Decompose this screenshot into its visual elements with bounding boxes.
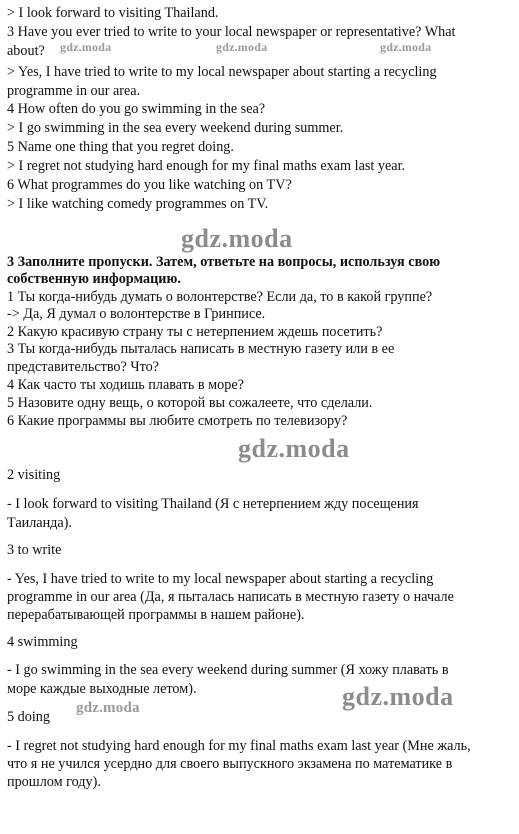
question-line: 5 Name one thing that you regret doing. xyxy=(7,139,234,155)
watermark: gdz.moda xyxy=(60,40,112,54)
question-line: 5 Назовите одну вещь, о которой вы сожалеете, что сделали. xyxy=(7,395,373,411)
question-line: 3 Ты когда-нибудь пыталась написать в местную газету или в ее xyxy=(7,341,395,357)
question-line: 2 Какую красивую страну ты с нетерпением ждешь посетить? xyxy=(7,324,383,340)
answer-text: - I look forward to visiting Thailand (Я с нетерпением жду посещения xyxy=(7,496,419,512)
question-line: about? xyxy=(7,43,45,59)
answer-label: 5 doing xyxy=(7,709,50,725)
answer-text: море каждые выходные летом). xyxy=(7,681,197,697)
task-heading: 3 Заполните пропуски. Затем, ответьте на вопросы, используя свою xyxy=(7,254,441,270)
answer-text: - I go swimming in the sea every weekend during summer (Я хожу плавать в xyxy=(7,662,449,678)
answer-line: > I go swimming in the sea every weekend during summer. xyxy=(7,120,344,136)
answer-text: - I regret not studying hard enough for my final maths exam last year (Мне жаль, xyxy=(7,738,471,754)
answer-text: что я не учился усердно для своего выпускного экзамена по математике в xyxy=(7,756,453,772)
watermark: gdz.moda xyxy=(342,682,454,711)
answer-text: прошлом году). xyxy=(7,774,101,790)
answer-line: > Yes, I have tried to write to my local newspaper about starting a recycling xyxy=(7,64,437,80)
question-line: 4 Как часто ты ходишь плавать в море? xyxy=(7,377,244,393)
answer-text: Таиланда). xyxy=(7,515,72,531)
watermark: gdz.moda xyxy=(380,40,432,54)
question-line: 3 Have you ever tried to write to your local newspaper or representative? What xyxy=(7,24,456,40)
watermark: gdz.moda xyxy=(76,700,140,716)
answer-text: - Yes, I have tried to write to my local newspaper about starting a recycling xyxy=(7,571,434,587)
answer-label: 4 swimming xyxy=(7,634,78,650)
answer-line: -> Да, Я думал о волонтерстве в Гринписе. xyxy=(7,306,266,322)
task-heading: собственную информацию. xyxy=(7,271,181,287)
answer-line: > I like watching comedy programmes on TV. xyxy=(7,196,269,212)
answer-label: 3 to write xyxy=(7,542,62,558)
question-line: 1 Ты когда-нибудь думать о волонтерстве? Если да, то в какой группе? xyxy=(7,289,433,305)
answer-line: > I regret not studying hard enough for my final maths exam last year. xyxy=(7,158,406,174)
question-line: 4 How often do you go swimming in the sea? xyxy=(7,101,266,117)
question-line: 6 Какие программы вы любите смотреть по телевизору? xyxy=(7,413,348,429)
watermark: gdz.moda xyxy=(216,40,268,54)
watermark: gdz.moda xyxy=(181,224,293,253)
answer-line: > I look forward to visiting Thailand. xyxy=(7,5,219,21)
question-line: представительство? Что? xyxy=(7,359,159,375)
answer-text: перерабатывающей программы в нашем районе). xyxy=(7,607,305,623)
answer-label: 2 visiting xyxy=(7,467,61,483)
answer-line: programme in our area. xyxy=(7,83,141,99)
question-line: 6 What programmes do you like watching on TV? xyxy=(7,177,292,193)
answer-text: programme in our area (Да, я пыталась написать в местную газету о начале xyxy=(7,589,454,605)
watermark: gdz.moda xyxy=(238,434,350,463)
